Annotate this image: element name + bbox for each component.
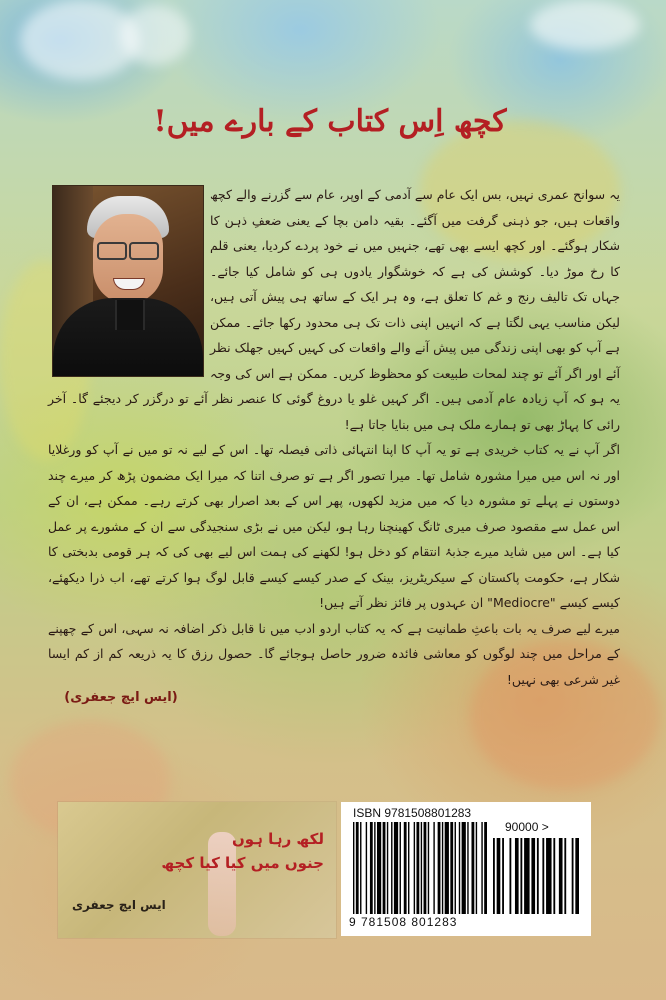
barcode-bar — [542, 838, 544, 914]
author-signature: (ایس ایچ جعفری) — [64, 690, 178, 705]
barcode-bar — [502, 838, 504, 914]
barcode-bar — [455, 822, 456, 914]
book-about-title: کچھ اِس کتاب کے بارے میں! — [153, 104, 507, 139]
barcode-addon-code: 90000 > — [505, 820, 549, 834]
barcode-bar — [438, 822, 441, 914]
barcode-bar — [459, 822, 460, 914]
front-cover-thumbnail — [58, 802, 336, 938]
barcode-bar — [374, 822, 375, 914]
paragraph: یہ سوانح عمری نہیں، بس ایک عام سے آدمی کے اوپر، عام سے گزرنے والے کچھ واقعات ہیں، جو ذہنی گرفت میں آگئے۔ بقیہ دامن بچا کے یعنی ضعفِ ذہن کا شکار ہوگئے۔ اور کچھ ایسے بھی تھے، جنہیں میں نے خود پردے کردیا، یعنی قلم کا رخ موڑ دیا۔ کوشش کی ہے کہ خوشگوار یادوں ہی کو شامل کیا جائے۔ جہاں تک تالیف رنج و غم کا تعلق ہے، وہ ہر ایک کے ساتھ ہی پیش آتی ہیں، لیکن مناسب یہی لگتا ہے کہ انہیں اپنی ذات تک ہی محدود رکھا جائے۔ ممکن ہے آپ کو بھی اپنی زندگی میں پیش آنے والے واقعات کی کہیں کہیں جھلک نظر آئے اور اگر آئے تو چند لمحات طبیعت کو محظوظ کریں۔ ممکن ہے اس کی وجہ یہ ہو کہ آپ زیادہ عام آدمی ہیں۔ اگر کہیں غلو یا دروغ گوئی کا عنصر نظر آئے تو درگزر کر دیجئے گا۔ آخر رائی کا پہاڑ بھی تو ہمارے ملک ہی میں بنایا جاتا ہے! — [48, 187, 620, 432]
barcode-bar — [553, 838, 555, 914]
barcode-bar — [421, 822, 422, 914]
barcode-bar — [394, 822, 398, 914]
barcode-bar — [559, 838, 563, 914]
thumbnail-title-line2: جنوں میں کیا کیا کچھ — [161, 854, 324, 872]
barcode-bar — [524, 838, 529, 914]
barcode-bar — [481, 822, 482, 914]
barcode-bar — [391, 822, 392, 914]
thumbnail-author: ایس ایچ جعفری — [72, 898, 166, 912]
barcode-bar — [575, 838, 579, 914]
barcode-addon-bars — [493, 838, 579, 914]
barcode-bar — [370, 822, 373, 914]
barcode-bar — [442, 822, 443, 914]
barcode-bar — [462, 822, 466, 914]
barcode-bar — [572, 838, 574, 914]
barcode-bar — [360, 822, 361, 914]
barcode-bar — [471, 822, 474, 914]
barcode-bar — [564, 838, 566, 914]
barcode-bar — [493, 838, 495, 914]
barcode-bar — [387, 822, 388, 914]
isbn-digits: 9 781508 801283 — [349, 915, 458, 929]
paragraph: میرے لیے صرف یہ بات باعثِ طمانیت ہے کہ یہ کتاب اردو ادب میں نا قابل ذکر اضافہ نہ سہی، اس کے چھپنے کے مراحل میں چند لوگوں کو معاشی فائدہ ضرور حاصل ہوجائے گا۔ حصول رزق کا یہ ذریعہ کم از کم ایسا غیر شرعی بھی نہیں! — [48, 620, 620, 687]
barcode-bar — [404, 822, 407, 914]
barcode-bar — [520, 838, 522, 914]
thumbnail-title-line1: لکھ رہا ہوں — [231, 830, 324, 848]
barcode-bar — [366, 822, 367, 914]
barcode-bar — [476, 822, 477, 914]
barcode-bar — [424, 822, 427, 914]
barcode-bar — [497, 838, 501, 914]
barcode-bars — [353, 822, 487, 914]
barcode-bar — [450, 822, 453, 914]
barcode-bar — [433, 822, 434, 914]
barcode-bar — [383, 822, 386, 914]
barcode-bar — [416, 822, 419, 914]
barcode-graphic — [341, 802, 591, 936]
barcode-bar — [400, 822, 401, 914]
barcode-bar — [509, 838, 511, 914]
barcode-bar — [467, 822, 468, 914]
description-text — [48, 182, 620, 687]
barcode-bar — [546, 838, 551, 914]
barcode-bar — [531, 838, 535, 914]
barcode-bar — [445, 822, 449, 914]
barcode-bar — [414, 822, 415, 914]
barcode-bar — [353, 822, 354, 914]
watercolor-splash — [530, 0, 640, 50]
isbn-label: ISBN 9781508801283 — [353, 806, 472, 820]
barcode-bar — [484, 822, 487, 914]
paragraph: اگر آپ نے یہ کتاب خریدی ہے تو یہ آپ کا اپنا انتہائی ذاتی فیصلہ تھا۔ اس کے لیے نہ تو میں نے آپ کو ورغلایا اور نہ اس میں میرا مشورہ شامل تھا۔ میرا تصور اگر ہے تو صرف اتنا کہ میرا ایک مضمون پڑھ کر میرے چند دوستوں نے پہلے تو مشورہ دیا کہ میں مزید لکھوں، پھر اس کے بعد اصرار بھی کرتے رہے۔ ممکن ہے، ان کے اس عمل سے مقصود صرف میری ٹانگ کھینچنا رہا ہو، لیکن میں نے بڑی سنجیدگی سے ان کے مشورے پر عمل کیا ہے۔ اس میں شاید میرے جذبۂ انتقام کو دخل ہو! لکھنے کی ہمت اس لیے بھی کی کہ ہر قومی بدبختی کا شکار ہے، حکومت پاکستان کے سیکریٹریز، بینک کے صدر کیسے کیسے قابل لوگ ہوا کرتے تھے، اب ذرا دیکھئے، کیسے کیسے "Mediocre" ان عہدوں پر فائز نظر آتے ہیں! — [48, 442, 620, 610]
barcode-bar — [356, 822, 359, 914]
barcode-bar — [377, 822, 381, 914]
barcode-bar — [537, 838, 539, 914]
barcode-bar — [428, 822, 429, 914]
barcode-bar — [408, 822, 409, 914]
watercolor-splash — [120, 5, 190, 65]
barcode-bar — [515, 838, 519, 914]
